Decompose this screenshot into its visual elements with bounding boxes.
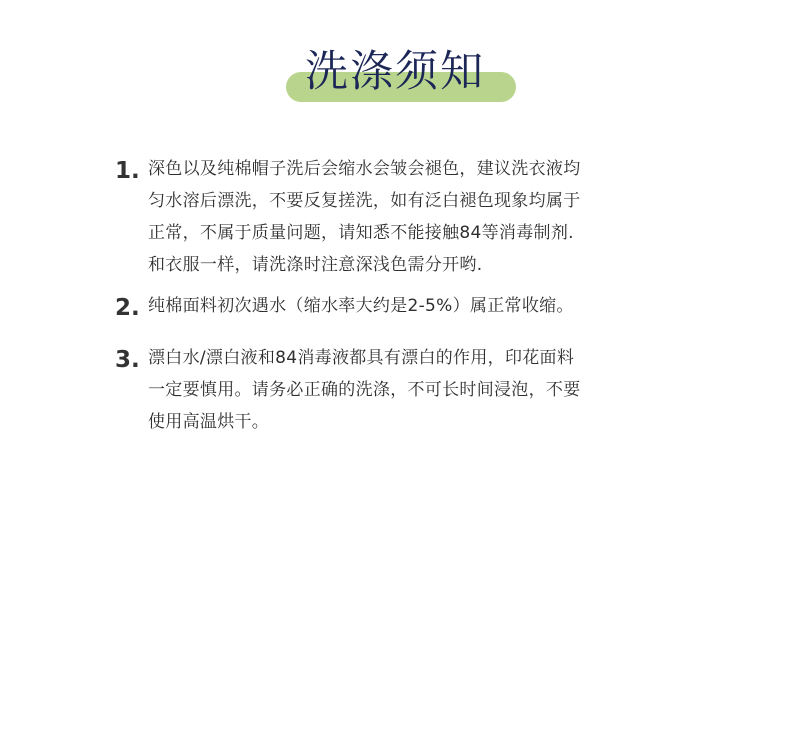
- list-item: [115, 342, 715, 438]
- item-text-line: 一定要慎用。请务必正确的洗涤，不可长时间浸泡，不要: [148, 380, 581, 400]
- item-number: 2.: [115, 295, 140, 321]
- item-text-line: 纯棉面料初次遇水（缩水率大约是2-5%）属正常收缩。: [148, 296, 574, 316]
- item-text-line: 正常，不属于质量问题，请知悉不能接触84等消毒制剂.: [148, 223, 574, 243]
- item-number: 3.: [115, 347, 140, 373]
- list-item: [115, 153, 715, 281]
- item-text-line: 深色以及纯棉帽子洗后会缩水会皱会褪色，建议洗衣液均: [148, 159, 581, 179]
- page-title: 洗涤须知: [305, 47, 485, 97]
- title-block: [0, 44, 790, 104]
- item-text-line: 使用高温烘干。: [148, 412, 270, 432]
- list-item: [115, 290, 715, 322]
- item-text-line: 漂白水/漂白液和84消毒液都具有漂白的作用，印花面料: [148, 348, 575, 368]
- item-number: 1.: [115, 158, 140, 184]
- care-instructions-list: [115, 153, 715, 438]
- item-text-line: 匀水溶后漂洗，不要反复搓洗，如有泛白褪色现象均属于: [148, 191, 581, 211]
- item-text-line: 和衣服一样，请洗涤时注意深浅色需分开哟.: [148, 255, 483, 275]
